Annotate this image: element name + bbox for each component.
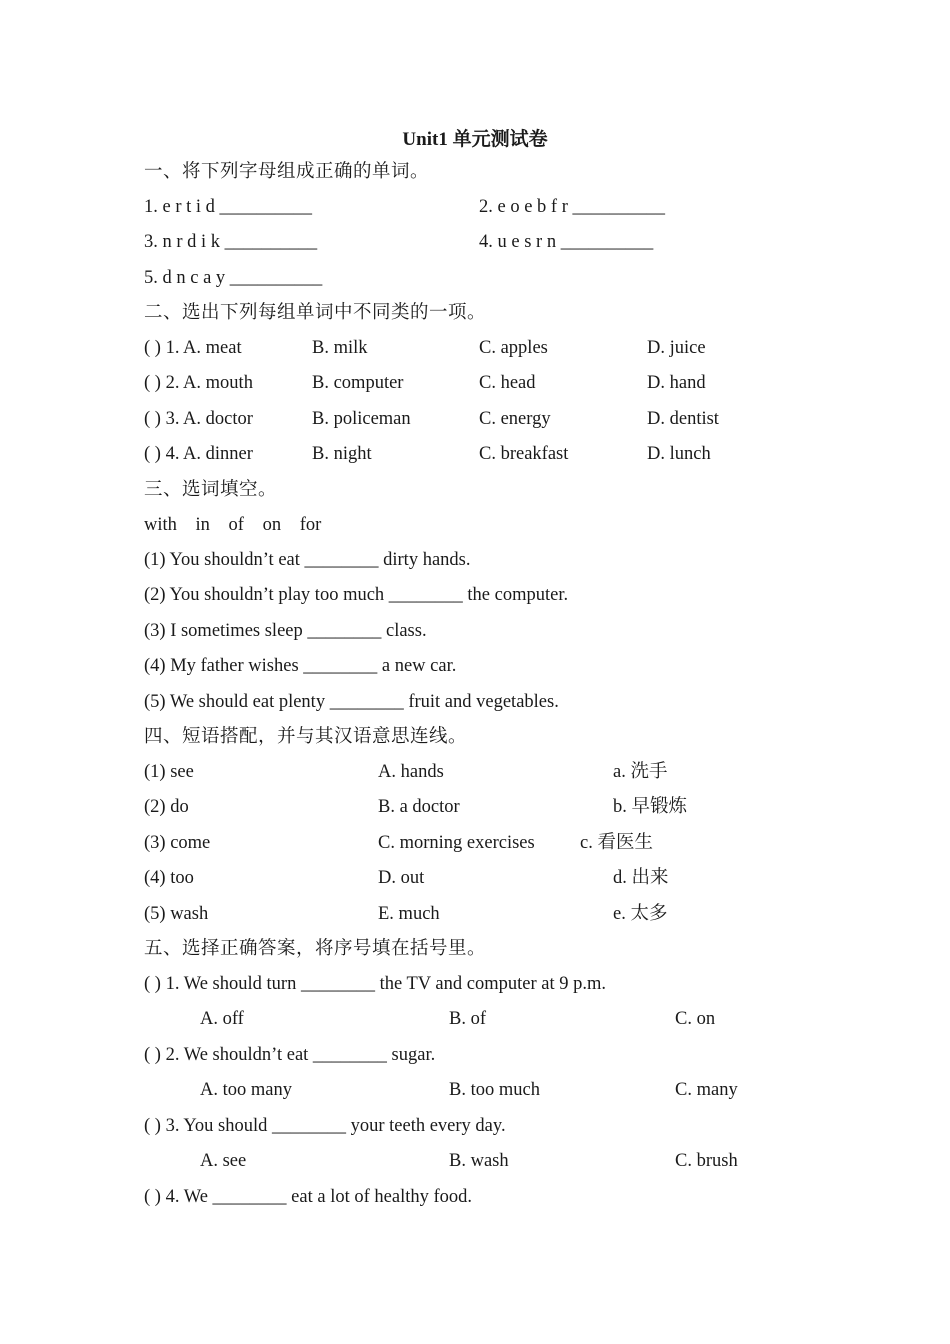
word-bank-item: with (144, 515, 177, 535)
match-meaning-5: e. 太多 (613, 904, 668, 924)
unscramble-item-4: 4. u e s r n __________ (479, 232, 654, 252)
match-phrase-2: B. a doctor (378, 797, 460, 817)
mc-option-2a: A. too many (200, 1080, 292, 1100)
word-bank-item: of (228, 515, 244, 535)
unscramble-item-3: 3. n r d i k __________ (144, 232, 318, 252)
odd-one-q1-d: D. juice (647, 338, 706, 358)
unscramble-item-1: 1. e r t i d __________ (144, 197, 313, 217)
mc-option-3a: A. see (200, 1151, 247, 1171)
match-meaning-3: c. 看医生 (580, 833, 653, 853)
mc-question-3: ( ) 3. You should ________ your teeth every day. (144, 1116, 506, 1136)
odd-one-q4-a: ( ) 4. A. dinner (144, 444, 253, 464)
section5-heading: 五、选择正确答案，将序号填在括号里。 (144, 939, 487, 959)
match-verb-3: (3) come (144, 833, 211, 853)
section4-heading: 四、短语搭配，并与其汉语意思连线。 (144, 727, 468, 747)
word-bank-item: in (195, 515, 210, 535)
odd-one-q3-b: B. policeman (312, 409, 411, 429)
mc-option-1a: A. off (200, 1009, 244, 1029)
match-verb-2: (2) do (144, 797, 189, 817)
mc-option-3b: B. wash (449, 1151, 509, 1171)
fill-blank-item-2: (2) You shouldn’t play too much ________ the computer. (144, 585, 569, 605)
fill-blank-item-3: (3) I sometimes sleep ________ class. (144, 621, 427, 641)
fill-blank-item-1: (1) You shouldn’t eat ________ dirty hands. (144, 550, 471, 570)
odd-one-q1-a: ( ) 1. A. meat (144, 338, 242, 358)
odd-one-q2-c: C. head (479, 373, 536, 393)
mc-option-1c: C. on (675, 1009, 716, 1029)
mc-question-1: ( ) 1. We should turn ________ the TV and computer at 9 p.m. (144, 974, 606, 994)
odd-one-q1-c: C. apples (479, 338, 548, 358)
unscramble-item-5: 5. d n c a y __________ (144, 268, 323, 288)
match-phrase-5: E. much (378, 904, 440, 924)
word-bank (144, 512, 335, 538)
mc-question-4: ( ) 4. We ________ eat a lot of healthy food. (144, 1187, 473, 1207)
odd-one-q3-d: D. dentist (647, 409, 719, 429)
unscramble-item-2: 2. e o e b f r __________ (479, 197, 665, 217)
section1-heading: 一、将下列字母组成正确的单词。 (144, 162, 430, 182)
odd-one-q2-a: ( ) 2. A. mouth (144, 373, 253, 393)
match-phrase-1: A. hands (378, 762, 444, 782)
section3-heading: 三、选词填空。 (144, 480, 278, 500)
word-bank-item: on (262, 515, 282, 535)
odd-one-q4-c: C. breakfast (479, 444, 569, 464)
mc-option-2b: B. too much (449, 1080, 540, 1100)
odd-one-q1-b: B. milk (312, 338, 368, 358)
fill-blank-item-5: (5) We should eat plenty ________ fruit and vegetables. (144, 692, 559, 712)
odd-one-q3-a: ( ) 3. A. doctor (144, 409, 253, 429)
mc-question-2: ( ) 2. We shouldn’t eat ________ sugar. (144, 1045, 436, 1065)
match-meaning-2: b. 早锻炼 (613, 797, 688, 817)
page-title: Unit1 单元测试卷 (402, 129, 548, 150)
odd-one-q4-b: B. night (312, 444, 372, 464)
match-phrase-3: C. morning exercises (378, 833, 535, 853)
odd-one-q2-b: B. computer (312, 373, 404, 393)
match-verb-4: (4) too (144, 868, 194, 888)
match-phrase-4: D. out (378, 868, 425, 888)
odd-one-q4-d: D. lunch (647, 444, 711, 464)
match-meaning-4: d. 出来 (613, 868, 669, 888)
match-verb-1: (1) see (144, 762, 194, 782)
odd-one-q2-d: D. hand (647, 373, 706, 393)
match-meaning-1: a. 洗手 (613, 762, 668, 782)
section2-heading: 二、选出下列每组单词中不同类的一项。 (144, 303, 487, 323)
fill-blank-item-4: (4) My father wishes ________ a new car. (144, 656, 457, 676)
mc-option-2c: C. many (675, 1080, 738, 1100)
word-bank-item: for (299, 515, 322, 535)
mc-option-1b: B. of (449, 1009, 486, 1029)
mc-option-3c: C. brush (675, 1151, 738, 1171)
odd-one-q3-c: C. energy (479, 409, 551, 429)
match-verb-5: (5) wash (144, 904, 209, 924)
